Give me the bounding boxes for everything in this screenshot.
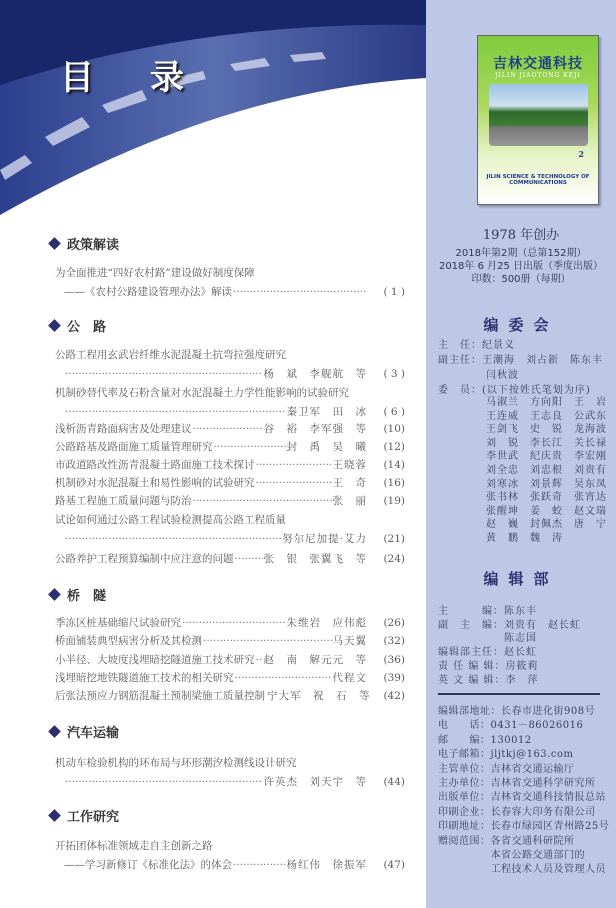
toc-entry[interactable]: 机制砂对水泥混凝土和易性影响的试验研究 ····· 王 奇 (16) (55, 475, 405, 491)
toc-entry-title[interactable]: 机制砂替代率及石粉含量对水泥混凝土力学性能影响的试验研究 (55, 387, 349, 399)
contact-row: 赠阅范围：各省交通科研院所 (438, 835, 575, 847)
section-heading: 汽车运输 (50, 722, 119, 741)
contact-row: 编辑部地址：长春市进化街908号 (438, 706, 596, 717)
toc-entry-line[interactable]: ····· 努尔尼加提·艾力 (21) (64, 531, 405, 547)
committee-member: 方向阳 (530, 397, 563, 408)
committee-deputy: 副主任：王潮海 刘占新 陈东丰 (438, 355, 603, 366)
committee-member: 纪庆贵 (530, 451, 563, 463)
editorial-row: 陈志国 (438, 633, 537, 645)
contact-row: 出版单位：吉林省交通科技情报总站 (438, 792, 606, 804)
committee-member: 李宏刚 (574, 451, 607, 463)
contact-row[interactable]: 电子邮箱：jljtkj@163.com (438, 749, 574, 761)
committee-member: 封佩杰 (530, 519, 563, 531)
toc-entry[interactable]: 小半径、大坡度浅埋暗挖隧道施工技术研究 ····· 赵 南 解元元 等 (36) (55, 652, 405, 668)
committee-member: 张醒坤 (486, 505, 519, 517)
journal-cover-image: 吉林交通科技 JILIN JIAOTONG KEJI 2 JILIN SCIENCE & TECHNOLOGY OF COMMUNICATIONS (477, 35, 599, 205)
committee-member: 张宵达 (574, 492, 607, 504)
contact-row: 邮 编：130012 (438, 734, 532, 746)
toc-entry[interactable]: 桥面铺装典型病害分析及其检测 ····· 马天翼 (32) (55, 633, 405, 649)
editorial-heading: 编辑部 (483, 570, 559, 588)
road-header-graphic (0, 0, 426, 215)
committee-member: 张书林 (486, 492, 519, 504)
toc-entry[interactable]: 浅析沥青路面病害及处理建议 ····· 谷 裕 李军强 等 (10) (55, 421, 405, 437)
committee-director: 主 任：纪景义 (438, 340, 515, 351)
contact-row: 印刷企业：长春容大印务有限公司 (438, 806, 596, 818)
committee-heading: 编委会 (483, 316, 559, 334)
committee-member: 关长禄 (574, 437, 607, 449)
committee-member: 刘景辉 (530, 478, 563, 490)
committee-member: 刘忠根 (530, 464, 563, 476)
committee-member: 公武东 (574, 410, 607, 422)
diamond-icon (48, 237, 61, 250)
contact-row: 印刷地址：长春市绿园区青州路25号 (438, 821, 610, 833)
toc-entry-title[interactable]: 公路工程用玄武岩纤维水泥混凝土抗弯拉强度研究 (55, 349, 286, 361)
toc-entry-title[interactable]: 试论如何通过公路工程试验检测提高公路工程质量 (55, 514, 286, 526)
toc-entry[interactable]: 路基工程施工质量问题与防治 ····· 张 丽 (19) (55, 493, 405, 509)
contact-row: 电 话：0431－86026016 (438, 720, 584, 732)
committee-member: 赵文瑞 (574, 505, 607, 517)
issue-text: 2018年第2期（总第152期） (455, 248, 587, 259)
committee-member: 张跃奇 (530, 492, 563, 504)
committee-member: 王 岩 (574, 397, 607, 408)
diamond-icon (48, 588, 61, 601)
committee-member: 刘全忠 (486, 464, 519, 476)
toc-entry[interactable]: 公路路基及路面施工质量管理研究 ····· 封 禹 吴 曦 (12) (55, 439, 405, 455)
editorial-row: 主 编：陈东丰 (438, 606, 537, 617)
section-heading: 桥 隧 (50, 585, 106, 604)
committee-deputy-2: 闫秋波 (486, 370, 519, 381)
contact-row: 主办单位：吉林省交通科学研究所 (438, 778, 596, 789)
section-heading: 工作研究 (50, 806, 119, 825)
committee-member: 史 锐 (530, 424, 563, 436)
committee-member: 黄 鹏 (486, 532, 519, 544)
committee-member: 刘 锐 (486, 437, 519, 449)
toc-entry-line[interactable]: ····· 许英杰 刘天宇 等 (44) (64, 774, 405, 790)
committee-member: 唐 宁 (574, 519, 607, 531)
toc-entry-line[interactable]: ——《农村公路建设管理办法》解读 ····· ( 1 ) (64, 284, 405, 300)
founded-text: 1978 年创办 (482, 228, 560, 243)
toc-entry-title[interactable]: 为全面推进“四好农村路”建设做好制度保障 (55, 267, 255, 279)
committee-member: 龙海波 (574, 424, 607, 436)
toc-entry-line[interactable]: ····· 杨 斌 李舰航 等 ( 3 ) (64, 366, 405, 382)
toc-entry[interactable]: 公路养护工程预算编制中应注意的问题 ····· 张 银 张翼飞 等 (24) (55, 551, 405, 567)
toc-entry[interactable]: 季冻区桩基础缩尺试验研究 ····· 朱维岩 应伟彪 (26) (55, 615, 405, 631)
toc-entry[interactable]: 浅埋暗挖地铁隧道施工技术的相关研究 ····· 代程文 (39) (55, 670, 405, 686)
committee-members (486, 396, 616, 546)
committee-member: 王连威 (486, 410, 519, 422)
committee-member: 李长江 (530, 437, 563, 449)
editorial-row: 责 任 编 辑：房筱莉 (438, 660, 539, 672)
publish-date: 2018年 6 月25 日出版（季度出版） (438, 261, 604, 272)
road-photo (489, 84, 588, 146)
toc-entry[interactable]: 后张法预应力钢筋混凝土预制梁施工质量控制 宁大军 祝 石 等 (42) (55, 690, 405, 702)
committee-member: 李世武 (486, 451, 519, 463)
print-run: 印数：500册（每期） (471, 274, 571, 285)
contact-row: 主管单位：吉林省交通运输厅 (438, 763, 575, 775)
editorial-row: 编辑部主任：赵长虹 (438, 647, 537, 659)
page-title: 目 录 (60, 58, 206, 98)
toc-entry-line[interactable]: ——学习新修订《标准化法》的体会 ····· 杨红伟 徐振军 (47) (64, 857, 405, 873)
committee-member: 姜 蛟 (530, 505, 563, 517)
toc-entry-title[interactable]: 开拓团体标准领域走自主创新之路 (55, 840, 213, 852)
toc-entry-line[interactable]: ····· 秦卫军 田 冰 ( 6 ) (64, 404, 405, 420)
committee-member: 赵 巍 (486, 519, 519, 531)
diamond-icon (48, 725, 61, 738)
section-heading: 政策解读 (50, 234, 119, 253)
contact-row: 本省公路交通部门的 (438, 850, 585, 861)
diamond-icon (48, 319, 61, 332)
editorial-row: 副 主 编：刘贵有 赵长虹 (438, 619, 581, 631)
committee-member: 魏 涛 (530, 532, 563, 544)
divider (438, 693, 600, 695)
contact-row: 工程技术人员及管理人员 (438, 864, 606, 876)
diamond-icon (48, 809, 61, 822)
toc-entry-title[interactable]: 机动车检验机构的环布局与环形潮汐检测线设计研究 (55, 757, 297, 769)
masthead-panel (426, 0, 616, 908)
editorial-row: 英 文 编 辑：李 萍 (438, 674, 539, 686)
section-heading: 公 路 (50, 316, 106, 335)
toc-entry[interactable]: 市政道路改性沥青混凝土路面施工技术探讨 ····· 王晓蓉 (14) (55, 457, 405, 473)
committee-member: 王志良 (530, 410, 563, 422)
committee-member: 马淑兰 (486, 397, 519, 408)
committee-member: 刘贵有 (574, 464, 607, 476)
committee-member: 吴东凤 (574, 478, 607, 490)
members-label: 委 员：(以下按姓氏笔划为序) (438, 385, 591, 396)
committee-member: 刘寒冰 (486, 478, 519, 490)
committee-member: 王剑飞 (486, 424, 519, 436)
